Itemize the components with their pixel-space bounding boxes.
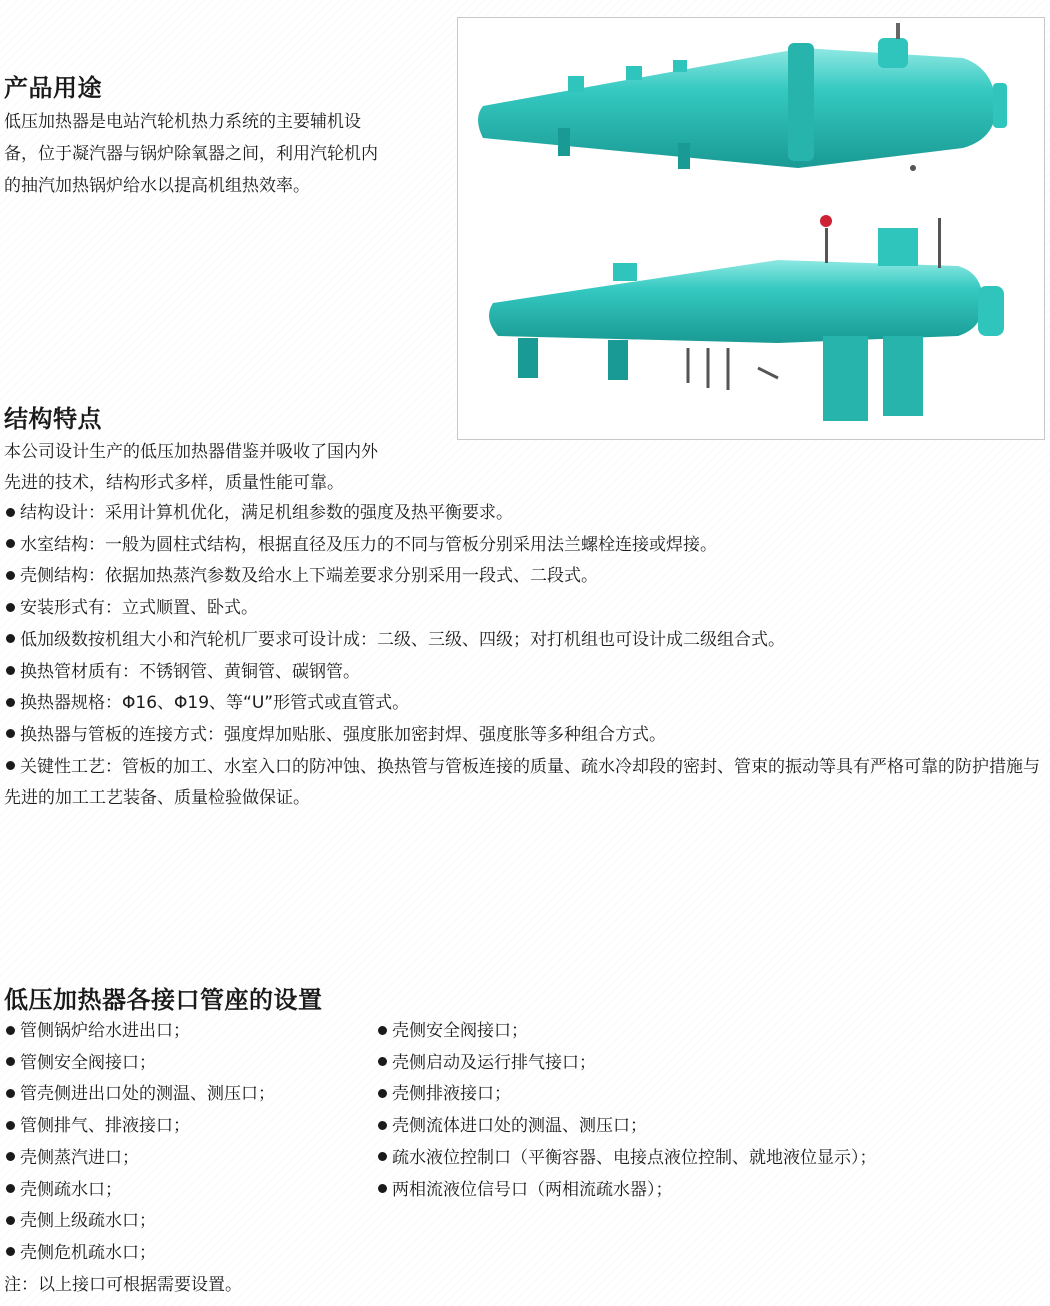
bullet-icon <box>6 634 15 643</box>
features-intro-line-1: 本公司设计生产的低压加热器借鉴并吸收了国内外 <box>4 442 378 462</box>
list-item: 壳侧启动及运行排气接口； <box>376 1048 877 1080</box>
bullet-icon <box>6 666 15 675</box>
list-item: 壳侧危机疏水口； <box>4 1238 275 1270</box>
list-item: 壳侧流体进口处的测温、测压口； <box>376 1111 877 1143</box>
bullet-icon <box>6 571 15 580</box>
bullet-icon <box>378 1152 387 1161</box>
section-title-usage: 产品用途 <box>4 74 102 102</box>
section-title-features: 结构特点 <box>4 405 102 433</box>
note: 注：以上接口可根据需要设置。 <box>4 1274 242 1295</box>
bullet-icon <box>6 729 15 738</box>
bullet-icon <box>6 1026 15 1035</box>
features-list <box>4 498 1048 815</box>
bullet-icon <box>6 1247 15 1256</box>
bullet-icon <box>6 1121 15 1130</box>
list-item: 壳侧排液接口； <box>376 1079 877 1111</box>
bullet-icon <box>378 1121 387 1130</box>
list-item: 壳侧结构：依据加热蒸汽参数及给水上下端差要求分别采用一段式、二段式。 <box>4 561 1048 593</box>
bullet-icon <box>378 1057 387 1066</box>
list-item: 壳侧蒸汽进口； <box>4 1143 275 1175</box>
bullet-icon <box>6 1057 15 1066</box>
section-title-interfaces: 低压加热器各接口管座的设置 <box>4 986 323 1014</box>
bullet-icon <box>378 1089 387 1098</box>
list-item: 结构设计：采用计算机优化，满足机组参数的强度及热平衡要求。 <box>4 498 1048 530</box>
bullet-icon <box>6 1216 15 1225</box>
bullet-icon <box>6 603 15 612</box>
list-item: 换热器与管板的连接方式：强度焊加贴胀、强度胀加密封焊、强度胀等多种组合方式。 <box>4 720 1048 752</box>
usage-text-line-1: 低压加热器是电站汽轮机热力系统的主要辅机设 <box>4 112 361 132</box>
interfaces-list-left <box>4 1016 275 1301</box>
bullet-icon <box>6 1089 15 1098</box>
list-item: 水室结构：一般为圆柱式结构，根据直径及压力的不同与管板分别采用法兰螺栓连接或焊接。 <box>4 530 1048 562</box>
list-item: 两相流液位信号口（两相流疏水器）； <box>376 1175 877 1207</box>
list-item: 疏水液位控制口（平衡容器、电接点液位控制、就地液位显示）； <box>376 1143 877 1175</box>
usage-text-line-2: 备，位于凝汽器与锅炉除氧器之间，利用汽轮机内 <box>4 144 378 164</box>
list-item: 管壳侧进出口处的测温、测压口； <box>4 1079 275 1111</box>
list-item: 安装形式有：立式顺置、卧式。 <box>4 593 1048 625</box>
usage-text-line-3: 的抽汽加热锅炉给水以提高机组热效率。 <box>4 176 310 196</box>
bullet-icon <box>6 508 15 517</box>
list-item: 关键性工艺：管板的加工、水室入口的防冲蚀、换热管与管板连接的质量、疏水冷却段的密封、管束的振动等具有严格可靠的防护措施与先进的加工工艺装备、质量检验做保证。 <box>4 756 1040 809</box>
list-item: 换热器规格：Φ16、Φ19、等“U”形管式或直管式。 <box>4 688 1048 720</box>
bullet-icon <box>6 761 15 770</box>
product-image-frame <box>457 17 1045 440</box>
list-item: 低加级数按机组大小和汽轮机厂要求可设计成：二级、三级、四级；对打机组也可设计成二级组合式。 <box>4 625 1048 657</box>
list-item: 管侧安全阀接口； <box>4 1048 275 1080</box>
bullet-icon <box>6 1184 15 1193</box>
list-item: 换热管材质有：不锈钢管、黄铜管、碳钢管。 <box>4 657 1048 689</box>
bullet-icon <box>378 1184 387 1193</box>
list-item: 壳侧上级疏水口； <box>4 1206 275 1238</box>
heater-bottom-icon <box>489 215 1004 421</box>
list-item: 壳侧安全阀接口； <box>376 1016 877 1048</box>
list-item: 壳侧疏水口； <box>4 1175 275 1207</box>
heater-top-icon <box>478 23 1007 171</box>
bullet-icon <box>6 698 15 707</box>
features-intro-line-2: 先进的技术，结构形式多样，质量性能可靠。 <box>4 473 344 493</box>
bullet-icon <box>6 539 15 548</box>
list-item: 管侧锅炉给水进出口； <box>4 1016 275 1048</box>
interfaces-list-right <box>376 1016 877 1206</box>
heater-illustration <box>458 18 1044 439</box>
bullet-icon <box>378 1026 387 1035</box>
bullet-icon <box>6 1152 15 1161</box>
list-item: 管侧排气、排液接口； <box>4 1111 275 1143</box>
